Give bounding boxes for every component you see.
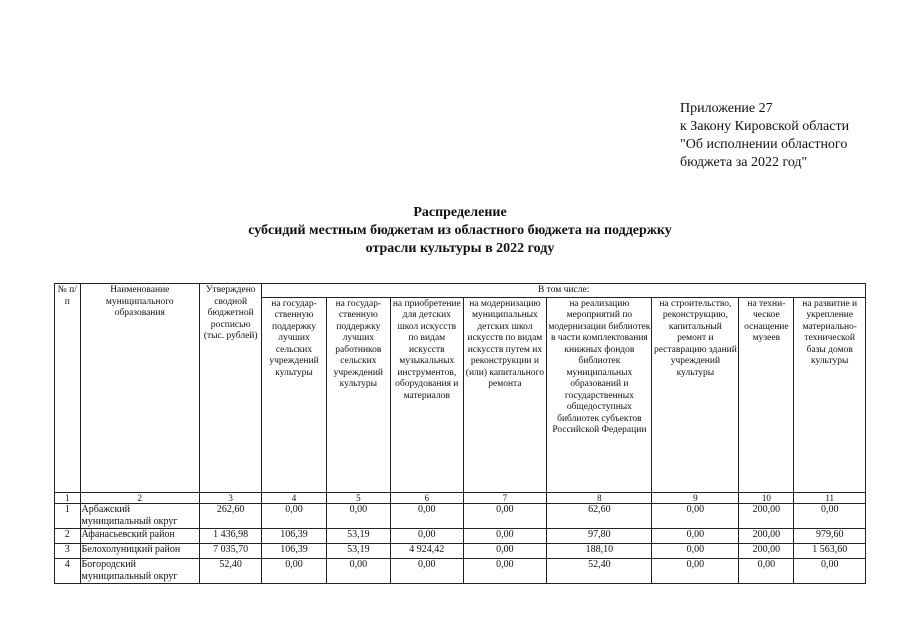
subsidy-value: 200,00 [739, 528, 794, 543]
column-number: 4 [262, 492, 326, 503]
appendix-reference [680, 100, 880, 172]
approved-amount: 262,60 [200, 503, 262, 528]
title-line: субсидий местным бюджетам из областного бюджета на поддержку [248, 223, 672, 238]
subsidy-value: 97,80 [547, 528, 652, 543]
municipality-name: Афанасьевский район [80, 528, 200, 543]
header-rural-workers: на государ-ственную поддержку лучших работников сельских учреждений культуры [326, 297, 390, 492]
column-number-row [55, 492, 866, 503]
column-number: 11 [794, 492, 866, 503]
subsidy-value: 52,40 [547, 558, 652, 583]
subsidy-value: 0,00 [391, 558, 464, 583]
approved-amount: 1 436,98 [200, 528, 262, 543]
municipality-name: Богородский муниципальный округ [80, 558, 200, 583]
header-construction: на строительство, реконструкцию, капитальный ремонт и реставрацию зданий учреждений культуры [652, 297, 739, 492]
subsidy-value: 0,00 [739, 558, 794, 583]
column-number: 7 [463, 492, 547, 503]
column-number: 9 [652, 492, 739, 503]
title-line: Распределение [413, 205, 507, 220]
subsidy-value: 53,19 [326, 528, 390, 543]
header-culture-houses: на развитие и укрепление материально-технической базы домов культуры [794, 297, 866, 492]
subsidy-value: 0,00 [391, 528, 464, 543]
subsidy-value: 0,00 [262, 503, 326, 528]
column-number: 3 [200, 492, 262, 503]
appendix-line: "Об исполнении областного [680, 137, 848, 152]
subsidy-value: 188,10 [547, 543, 652, 558]
row-number: 3 [55, 543, 81, 558]
subsidy-value: 0,00 [262, 558, 326, 583]
subsidy-value: 0,00 [463, 558, 547, 583]
subsidy-value: 200,00 [739, 543, 794, 558]
column-number: 5 [326, 492, 390, 503]
subsidy-table [54, 283, 866, 584]
approved-amount: 7 035,70 [200, 543, 262, 558]
header-number: № п/п [55, 284, 81, 493]
subsidy-value: 0,00 [652, 558, 739, 583]
subsidy-value: 0,00 [652, 503, 739, 528]
header-including: В том числе: [262, 284, 866, 298]
table-row [55, 558, 866, 583]
header-municipality: Наименование муниципального образования [80, 284, 200, 493]
column-number: 1 [55, 492, 81, 503]
header-approved: Утверждено сводной бюджетной росписью (тыс. рублей) [200, 284, 262, 493]
header-libraries: на реализацию мероприятий по модернизации библиотек в части комплектования книжных фондов библиотек муниципальных образований и государственных общедоступных библиотек субъектов Российской Федерации [547, 297, 652, 492]
table-row [55, 543, 866, 558]
row-number: 2 [55, 528, 81, 543]
header-museums: на техни-ческое оснащение музеев [739, 297, 794, 492]
subsidy-value: 0,00 [652, 528, 739, 543]
column-number: 2 [80, 492, 200, 503]
row-number: 4 [55, 558, 81, 583]
subsidy-value: 0,00 [463, 503, 547, 528]
document-title [160, 204, 760, 258]
subsidy-value: 0,00 [391, 503, 464, 528]
subsidy-value: 0,00 [794, 558, 866, 583]
municipality-name: Белохолуницкий район [80, 543, 200, 558]
subsidy-value: 0,00 [463, 528, 547, 543]
subsidy-value: 200,00 [739, 503, 794, 528]
subsidy-value: 62,60 [547, 503, 652, 528]
title-line: отрасли культуры в 2022 году [365, 241, 555, 256]
appendix-line: Приложение 27 [680, 101, 773, 116]
subsidy-value: 4 924,42 [391, 543, 464, 558]
subsidy-value: 106,39 [262, 528, 326, 543]
column-number: 10 [739, 492, 794, 503]
approved-amount: 52,40 [200, 558, 262, 583]
appendix-line: к Закону Кировской области [680, 119, 850, 134]
subsidy-value: 53,19 [326, 543, 390, 558]
subsidy-value: 0,00 [326, 558, 390, 583]
header-rural-institutions: на государ-ственную поддержку лучших сельских учреждений культуры [262, 297, 326, 492]
column-number: 8 [547, 492, 652, 503]
subsidy-value: 979,60 [794, 528, 866, 543]
appendix-line: бюджета за 2022 год" [680, 155, 808, 170]
table-row [55, 528, 866, 543]
row-number: 1 [55, 503, 81, 528]
subsidy-value: 0,00 [326, 503, 390, 528]
subsidy-value: 0,00 [794, 503, 866, 528]
header-art-schools: на модернизацию муниципальных детских школ искусств по видам искусств путем их реконструкции и (или) капитального ремонта [463, 297, 547, 492]
subsidy-value: 0,00 [652, 543, 739, 558]
column-number: 6 [391, 492, 464, 503]
subsidy-value: 1 563,60 [794, 543, 866, 558]
table-row [55, 503, 866, 528]
municipality-name: Арбажский муниципальный округ [80, 503, 200, 528]
subsidy-value: 106,39 [262, 543, 326, 558]
header-instruments: на приобретение для детских школ искусств по видам искусств музыкальных инструментов, оборудования и материалов [391, 297, 464, 492]
subsidy-value: 0,00 [463, 543, 547, 558]
